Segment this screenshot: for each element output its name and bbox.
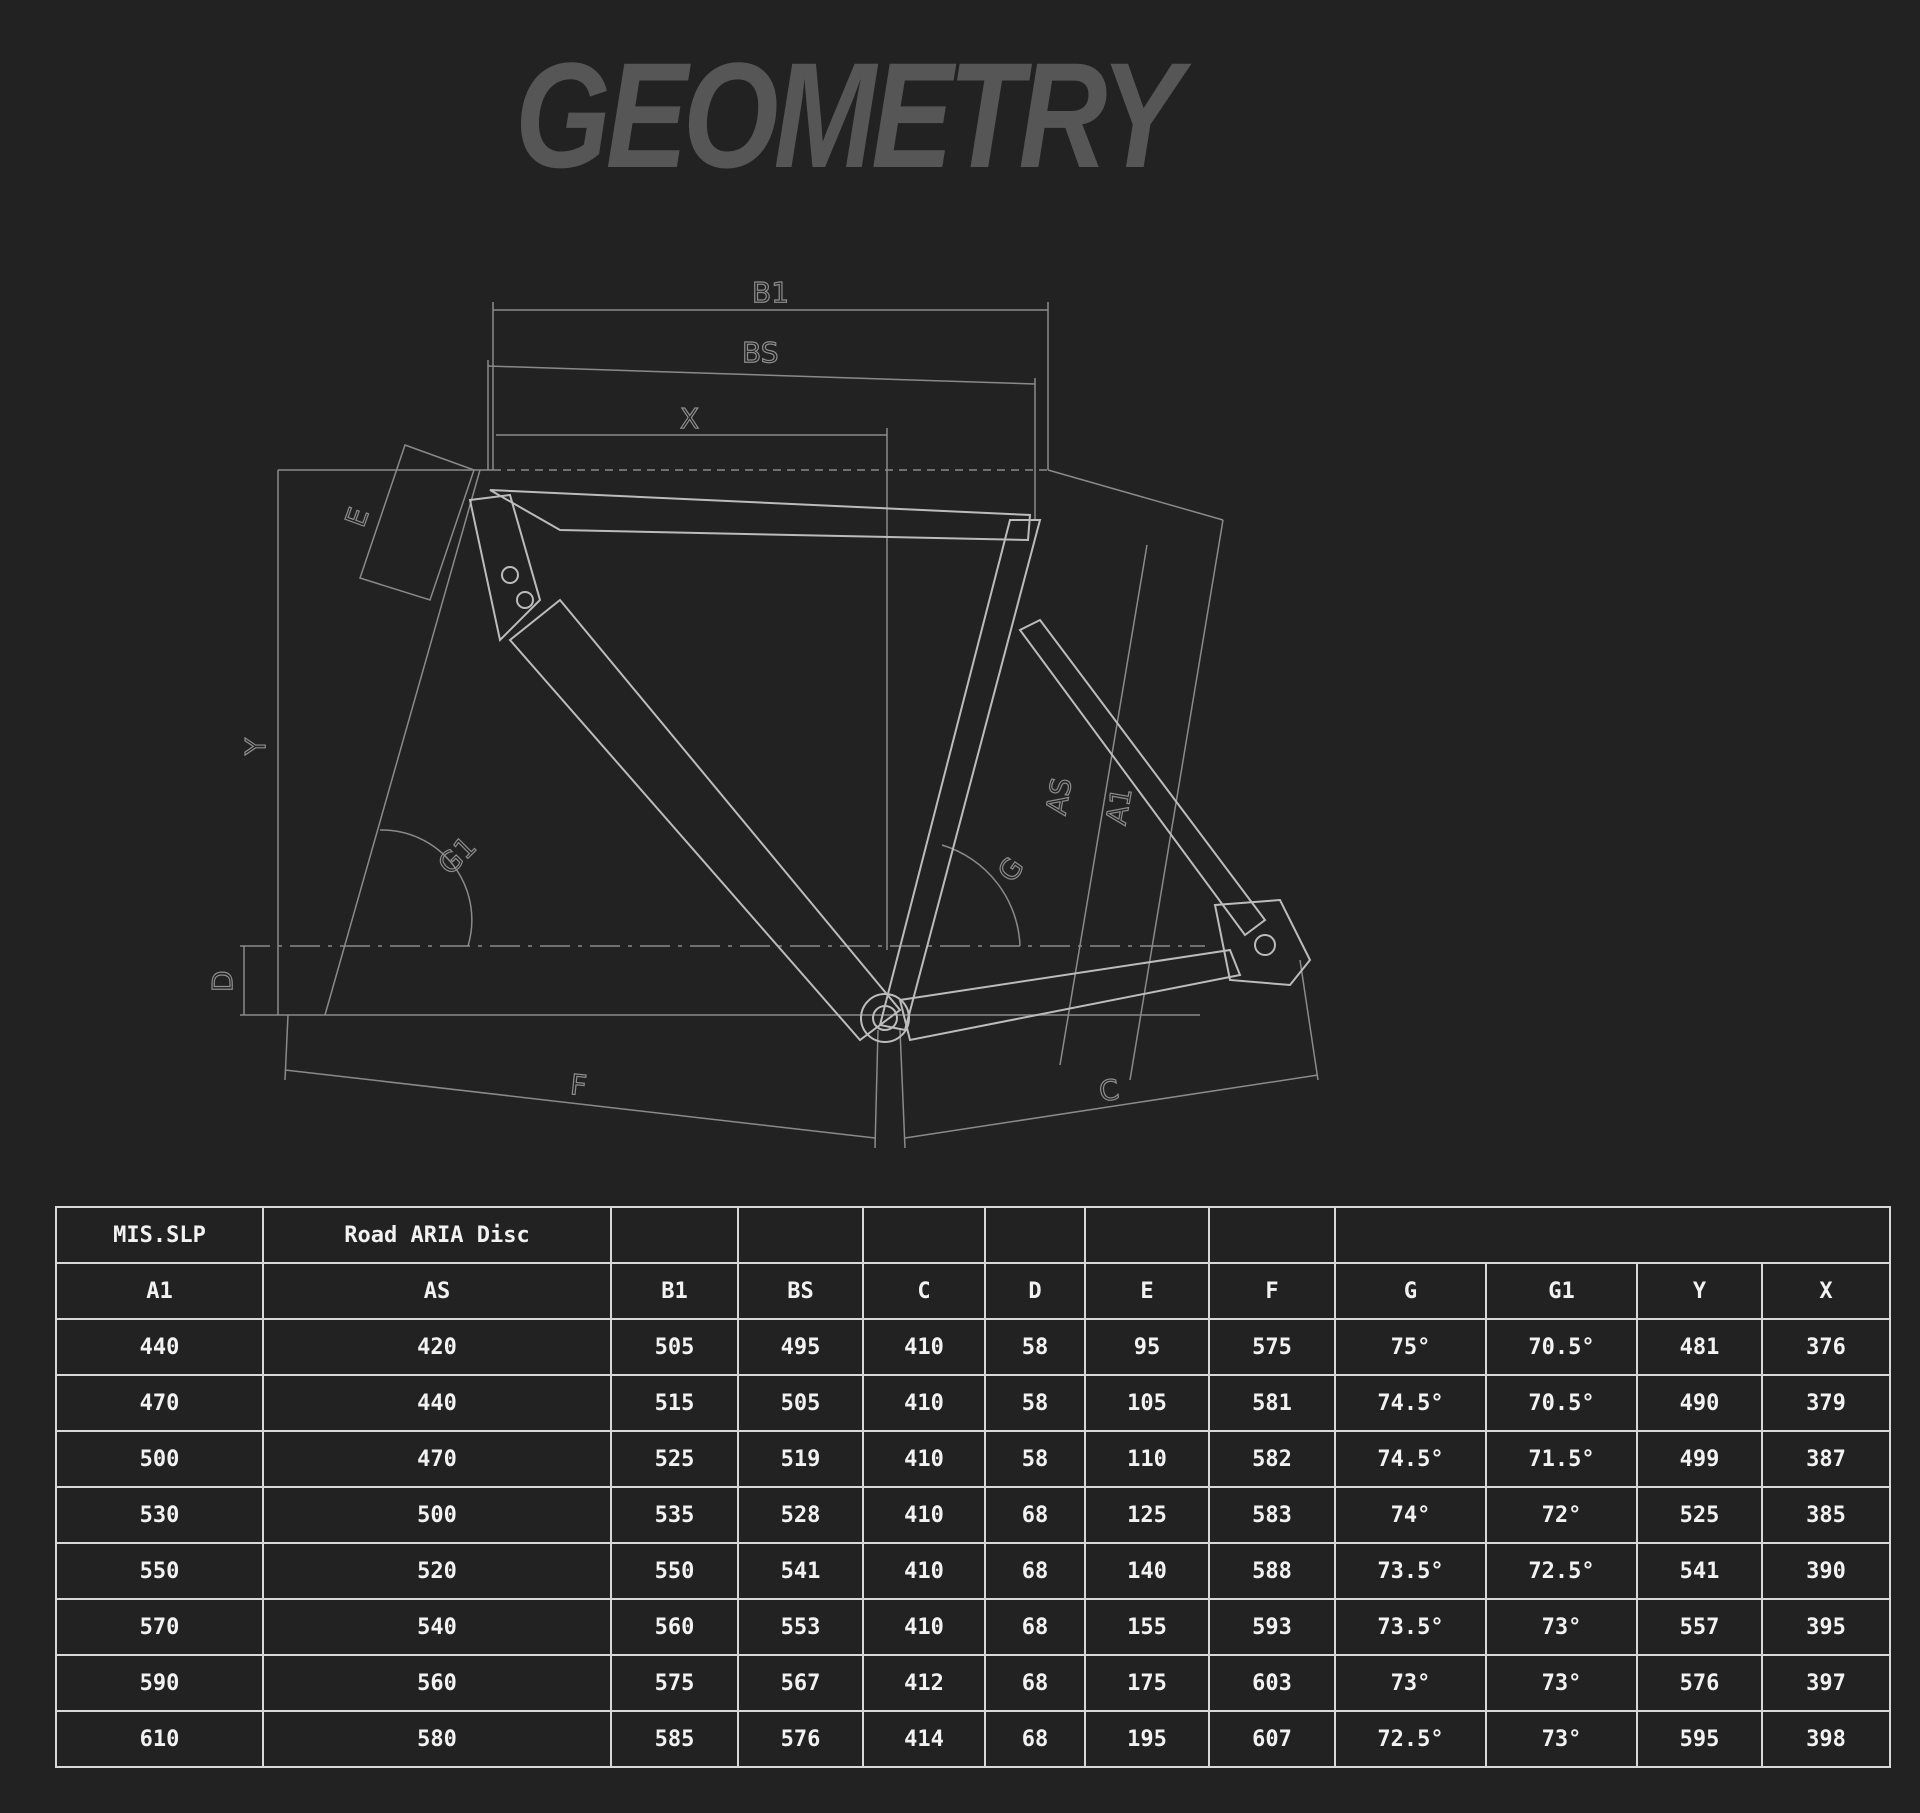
dim-ext-f-right: [875, 1030, 878, 1148]
table-cell: 410: [863, 1599, 985, 1655]
column-header: G1: [1486, 1263, 1637, 1319]
table-cell: 68: [985, 1655, 1085, 1711]
table-cell: 581: [1209, 1375, 1335, 1431]
dim-line-g1: [325, 470, 480, 1015]
top-tube: [490, 490, 1030, 540]
table-cell: 470: [56, 1375, 263, 1431]
geometry-table: [55, 1206, 1891, 1768]
header-empty: [611, 1207, 738, 1263]
table-cell: 410: [863, 1543, 985, 1599]
table-cell: 140: [1085, 1543, 1209, 1599]
table-cell: 535: [611, 1487, 738, 1543]
table-title-row: [56, 1207, 1890, 1263]
header-empty: [738, 1207, 863, 1263]
table-cell: 530: [56, 1487, 263, 1543]
dim-ext-c-left: [900, 1030, 905, 1148]
table-cell: 68: [985, 1599, 1085, 1655]
table-cell: 420: [263, 1319, 611, 1375]
table-cell: 125: [1085, 1487, 1209, 1543]
table-cell: 519: [738, 1431, 863, 1487]
table-cell: 550: [56, 1543, 263, 1599]
table-cell: 525: [1637, 1487, 1762, 1543]
table-cell: 75°: [1335, 1319, 1486, 1375]
header-empty: [1085, 1207, 1209, 1263]
table-cell: 560: [263, 1655, 611, 1711]
table-cell: 58: [985, 1431, 1085, 1487]
table-cell: 72.5°: [1486, 1543, 1637, 1599]
table-row: [56, 1711, 1890, 1767]
chain-stay: [900, 950, 1240, 1040]
table-cell: 175: [1085, 1655, 1209, 1711]
table-cell: 71.5°: [1486, 1431, 1637, 1487]
head-tube: [470, 495, 540, 640]
table-cell: 385: [1762, 1487, 1890, 1543]
column-header: BS: [738, 1263, 863, 1319]
table-cell: 397: [1762, 1655, 1890, 1711]
table-cell: 490: [1637, 1375, 1762, 1431]
table-row: [56, 1655, 1890, 1711]
label-c: C: [1096, 1072, 1122, 1109]
table-cell: 470: [263, 1431, 611, 1487]
table-cell: 74.5°: [1335, 1375, 1486, 1431]
table-cell: 550: [611, 1543, 738, 1599]
table-cell: 607: [1209, 1711, 1335, 1767]
table-cell: 583: [1209, 1487, 1335, 1543]
table-cell: 74.5°: [1335, 1431, 1486, 1487]
table-cell: 560: [611, 1599, 738, 1655]
table-cell: 588: [1209, 1543, 1335, 1599]
table-row: [56, 1431, 1890, 1487]
table-cell: 610: [56, 1711, 263, 1767]
table-cell: 73°: [1486, 1599, 1637, 1655]
column-header: Y: [1637, 1263, 1762, 1319]
column-header: E: [1085, 1263, 1209, 1319]
column-header: A1: [56, 1263, 263, 1319]
table-cell: 570: [56, 1599, 263, 1655]
table-cell: 110: [1085, 1431, 1209, 1487]
table-cell: 58: [985, 1319, 1085, 1375]
table-cell: 74°: [1335, 1487, 1486, 1543]
head-detail-1: [502, 567, 518, 583]
page-title: GEOMETRY: [515, 31, 1178, 199]
label-y: Y: [239, 737, 272, 755]
table-cell: 440: [263, 1375, 611, 1431]
dim-ext-a1-top: [1048, 470, 1223, 520]
table-row: [56, 1543, 1890, 1599]
header-empty: [863, 1207, 985, 1263]
table-cell: 105: [1085, 1375, 1209, 1431]
table-cell: 590: [56, 1655, 263, 1711]
header-empty: [1209, 1207, 1335, 1263]
table-cell: 410: [863, 1487, 985, 1543]
table-cell: 525: [611, 1431, 738, 1487]
table-cell: 585: [611, 1711, 738, 1767]
table-cell: 580: [263, 1711, 611, 1767]
dim-line-a1: [1130, 520, 1223, 1080]
label-d: D: [206, 970, 239, 992]
table-cell: 540: [263, 1599, 611, 1655]
table-cell: 481: [1637, 1319, 1762, 1375]
table-cell: 499: [1637, 1431, 1762, 1487]
table-cell: 73.5°: [1335, 1543, 1486, 1599]
label-g1: G1: [431, 829, 483, 882]
table-cell: 379: [1762, 1375, 1890, 1431]
table-cell: 155: [1085, 1599, 1209, 1655]
header-mis-slp: MIS.SLP: [56, 1207, 263, 1263]
label-bs: BS: [742, 336, 779, 369]
table-cell: 195: [1085, 1711, 1209, 1767]
table-cell: 72.5°: [1335, 1711, 1486, 1767]
table-cell: 582: [1209, 1431, 1335, 1487]
bottom-bracket: [861, 994, 909, 1042]
table-cell: 575: [1209, 1319, 1335, 1375]
label-as: AS: [1039, 775, 1079, 818]
table-cell: 567: [738, 1655, 863, 1711]
table-cell: 575: [611, 1655, 738, 1711]
column-header: X: [1762, 1263, 1890, 1319]
table-cell: 70.5°: [1486, 1375, 1637, 1431]
header-empty: [1335, 1207, 1890, 1263]
column-header: F: [1209, 1263, 1335, 1319]
table-cell: 95: [1085, 1319, 1209, 1375]
table-cell: 410: [863, 1431, 985, 1487]
table-cell: 387: [1762, 1431, 1890, 1487]
table-cell: 398: [1762, 1711, 1890, 1767]
label-b1: B1: [752, 276, 790, 309]
table-cell: 593: [1209, 1599, 1335, 1655]
dim-ext-c-right: [1300, 960, 1318, 1080]
label-e: E: [338, 503, 376, 532]
table-cell: 505: [738, 1375, 863, 1431]
table-cell: 72°: [1486, 1487, 1637, 1543]
column-header: C: [863, 1263, 985, 1319]
header-model-name: Road ARIA Disc: [263, 1207, 611, 1263]
table-cell: 541: [1637, 1543, 1762, 1599]
dim-box-e: [360, 445, 474, 600]
table-column-header-row: [56, 1263, 1890, 1319]
table-cell: 440: [56, 1319, 263, 1375]
column-header: D: [985, 1263, 1085, 1319]
table-cell: 541: [738, 1543, 863, 1599]
table-cell: 73°: [1486, 1711, 1637, 1767]
table-cell: 576: [738, 1711, 863, 1767]
table-cell: 603: [1209, 1655, 1335, 1711]
label-f: F: [568, 1068, 589, 1103]
table-cell: 73°: [1335, 1655, 1486, 1711]
table-cell: 395: [1762, 1599, 1890, 1655]
table-cell: 58: [985, 1375, 1085, 1431]
table-cell: 390: [1762, 1543, 1890, 1599]
seat-tube: [880, 520, 1040, 1030]
table-cell: 68: [985, 1487, 1085, 1543]
table-row: [56, 1319, 1890, 1375]
table-cell: 553: [738, 1599, 863, 1655]
table-cell: 500: [56, 1431, 263, 1487]
table-cell: 412: [863, 1655, 985, 1711]
table-row: [56, 1487, 1890, 1543]
table-cell: 500: [263, 1487, 611, 1543]
table-cell: 595: [1637, 1711, 1762, 1767]
label-x: X: [680, 402, 700, 435]
table-cell: 410: [863, 1319, 985, 1375]
column-header: AS: [263, 1263, 611, 1319]
table-row: [56, 1599, 1890, 1655]
label-g: G: [991, 851, 1031, 888]
table-cell: 414: [863, 1711, 985, 1767]
table-cell: 376: [1762, 1319, 1890, 1375]
table-cell: 528: [738, 1487, 863, 1543]
table-cell: 515: [611, 1375, 738, 1431]
table-cell: 68: [985, 1543, 1085, 1599]
column-header: B1: [611, 1263, 738, 1319]
table-cell: 557: [1637, 1599, 1762, 1655]
table-cell: 495: [738, 1319, 863, 1375]
table-row: [56, 1375, 1890, 1431]
column-header: G: [1335, 1263, 1486, 1319]
dropout-detail: [1255, 935, 1275, 955]
table-cell: 73°: [1486, 1655, 1637, 1711]
table-cell: 520: [263, 1543, 611, 1599]
label-a1: A1: [1099, 785, 1139, 828]
head-detail-2: [517, 592, 533, 608]
down-tube: [510, 600, 900, 1040]
header-empty: [985, 1207, 1085, 1263]
table-cell: 68: [985, 1711, 1085, 1767]
table-cell: 70.5°: [1486, 1319, 1637, 1375]
table-cell: 73.5°: [1335, 1599, 1486, 1655]
table-cell: 410: [863, 1375, 985, 1431]
table-cell: 576: [1637, 1655, 1762, 1711]
table-cell: 505: [611, 1319, 738, 1375]
